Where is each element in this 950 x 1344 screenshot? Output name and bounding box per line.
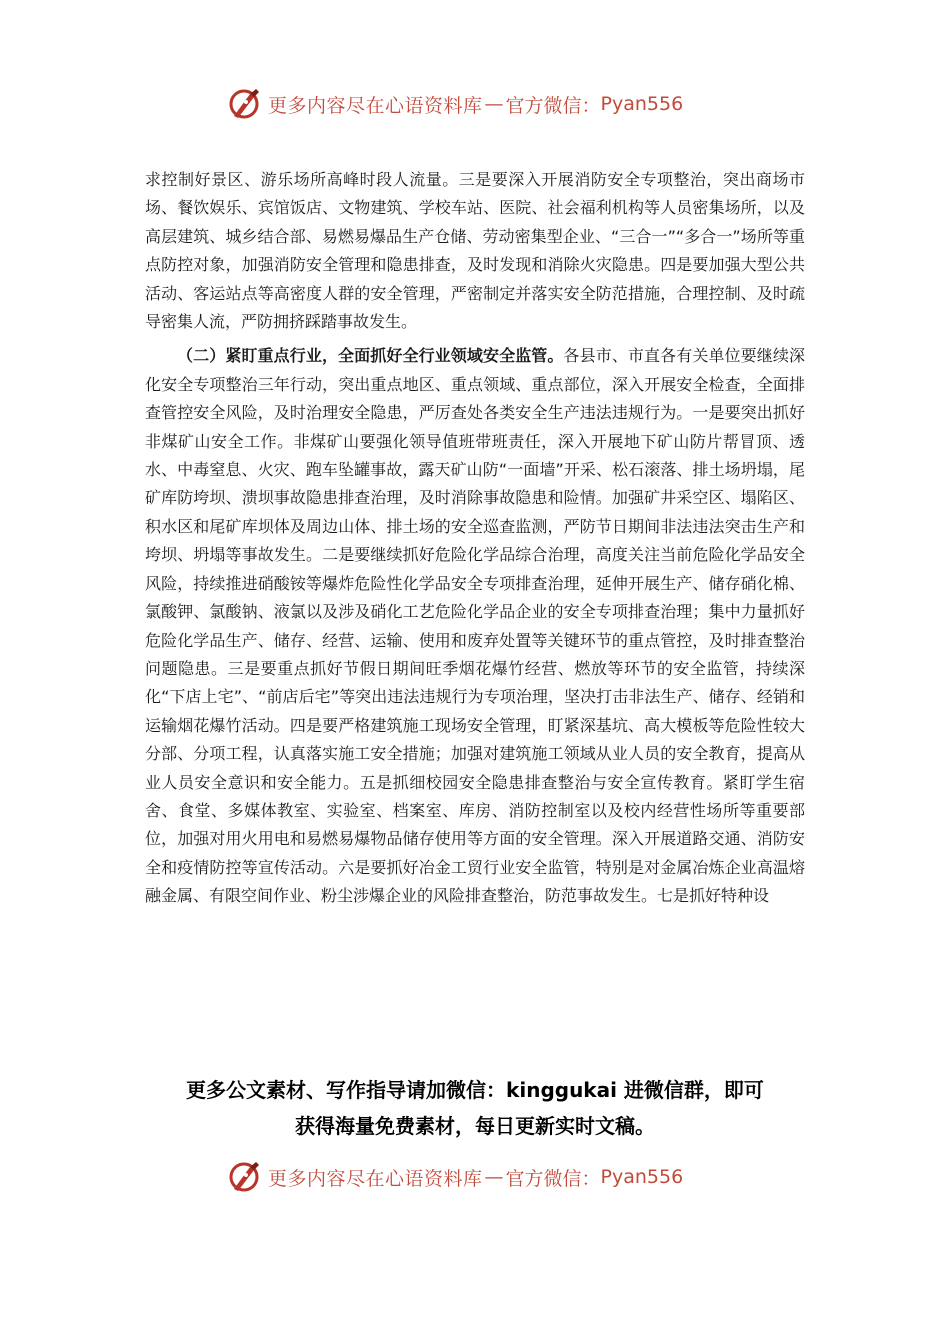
promo-banner (120, 1072, 830, 1144)
watermark-label: 官方微信： (505, 1167, 601, 1190)
body-paragraph-2 (145, 342, 805, 910)
watermark-text: 更多内容尽在心语资料库 (268, 94, 483, 117)
pen-nib-logo-icon (226, 1159, 262, 1195)
header-watermark (226, 84, 683, 124)
footer-watermark (226, 1157, 683, 1197)
pen-nib-logo-icon (226, 86, 262, 122)
watermark-text: 更多内容尽在心语资料库 (268, 1167, 483, 1190)
watermark-label: 官方微信： (505, 94, 601, 117)
section-body-text: 各县市、市直各有关单位要继续深化安全专项整治三年行动，突出重点地区、重点领域、重点部位，深入开展安全检查，全面排查管控安全风险，及时治理安全隐患，严厉查处各类安全生产违法违规行为。一是要突出抓好非煤矿山安全工作。非煤矿山要强化领导值班带班责任，深入开展地下矿山防片帮冒顶、透水、中毒窒息、火灾、跑车坠罐事故，露天矿山防“一面墙”开采、松石滚落、排土场坍塌，尾矿库防垮坝、溃坝事故隐患排查治理，及时消除事故隐患和险情。加强矿井采空区、塌陷区、积水区和尾矿库坝体及周边山体、排土场的安全巡查监测，严防节日期间非法违法突击生产和垮坝、坍塌等事故发生。二是要继续抓好危险化学品综合治理，高度关注当前危险化学品安全风险，持续推进硝酸铵等爆炸危险性化学品安全专项排查治理，延伸开展生产、储存硝化棉、氯酸钾、氯酸钠、液氯以及涉及硝化工艺危险化学品企业的安全专项排查治理；集中力量抓好危险化学品生产、储存、经营、运输、使用和废弃处置等关键环节的重点管控，及时排查整治问题隐患。三是要重点抓好节假日期间旺季烟花爆竹经营、燃放等环节的安全监管，持续深化“下店上宅”、“前店后宅”等突出违法违规行为专项治理，坚决打击非法生产、储存、经销和运输烟花爆竹活动。四是要严格建筑施工现场安全管理，盯紧深基坑、高大模板等危险性较大分部、分项工程，认真落实施工安全措施；加强对建筑施工领域从业人员的安全教育，提高从业人员安全意识和安全能力。五是抓细校园安全隐患排查整治与安全宣传教育。紧盯学生宿舍、食堂、多媒体教室、实验室、档案室、库房、消防控制室以及校内经营性场所等重要部位，加强对用火用电和易燃易爆物品储存使用等方面的安全管理。深入开展道路交通、消防安全和疫情防控等宣传活动。六是要抓好冶金工贸行业安全监管，特别是对金属冶炼企业高温熔融金属、有限空间作业、粉尘涉爆企业的风险排查整治，防范事故发生。七是抓好特种设 (145, 346, 805, 906)
section-heading: （二）紧盯重点行业，全面抓好全行业领域安全监管。 (177, 346, 564, 366)
watermark-wechat-id: Pyan556 (600, 93, 684, 115)
watermark-wechat-id: Pyan556 (600, 1166, 684, 1188)
promo-line-1: 更多公文素材、写作指导请加微信：kinggukai 进微信群，即可 (186, 1078, 764, 1102)
body-paragraph-1: 求控制好景区、游乐场所高峰时段人流量。三是要深入开展消防安全专项整治，突出商场市场、餐饮娱乐、宾馆饭店、文物建筑、学校车站、医院、社会福利机构等人员密集场所，以及高层建筑、城乡结合部、易燃易爆品生产仓储、劳动密集型企业、“三合一”“多合一”场所等重点防控对象，加强消防安全管理和隐患排查，及时发现和消除火灾隐患。四是要加强大型公共活动、客运站点等高密度人群的安全管理，严密制定并落实安全防范措施，合理控制、及时疏导密集人流，严防拥挤踩踏事故发生。 (145, 170, 805, 332)
watermark-separator: — (484, 1166, 504, 1188)
watermark-separator: — (484, 93, 504, 115)
promo-line-2: 获得海量免费素材，每日更新实时文稿。 (295, 1114, 655, 1138)
document-body (145, 166, 805, 911)
